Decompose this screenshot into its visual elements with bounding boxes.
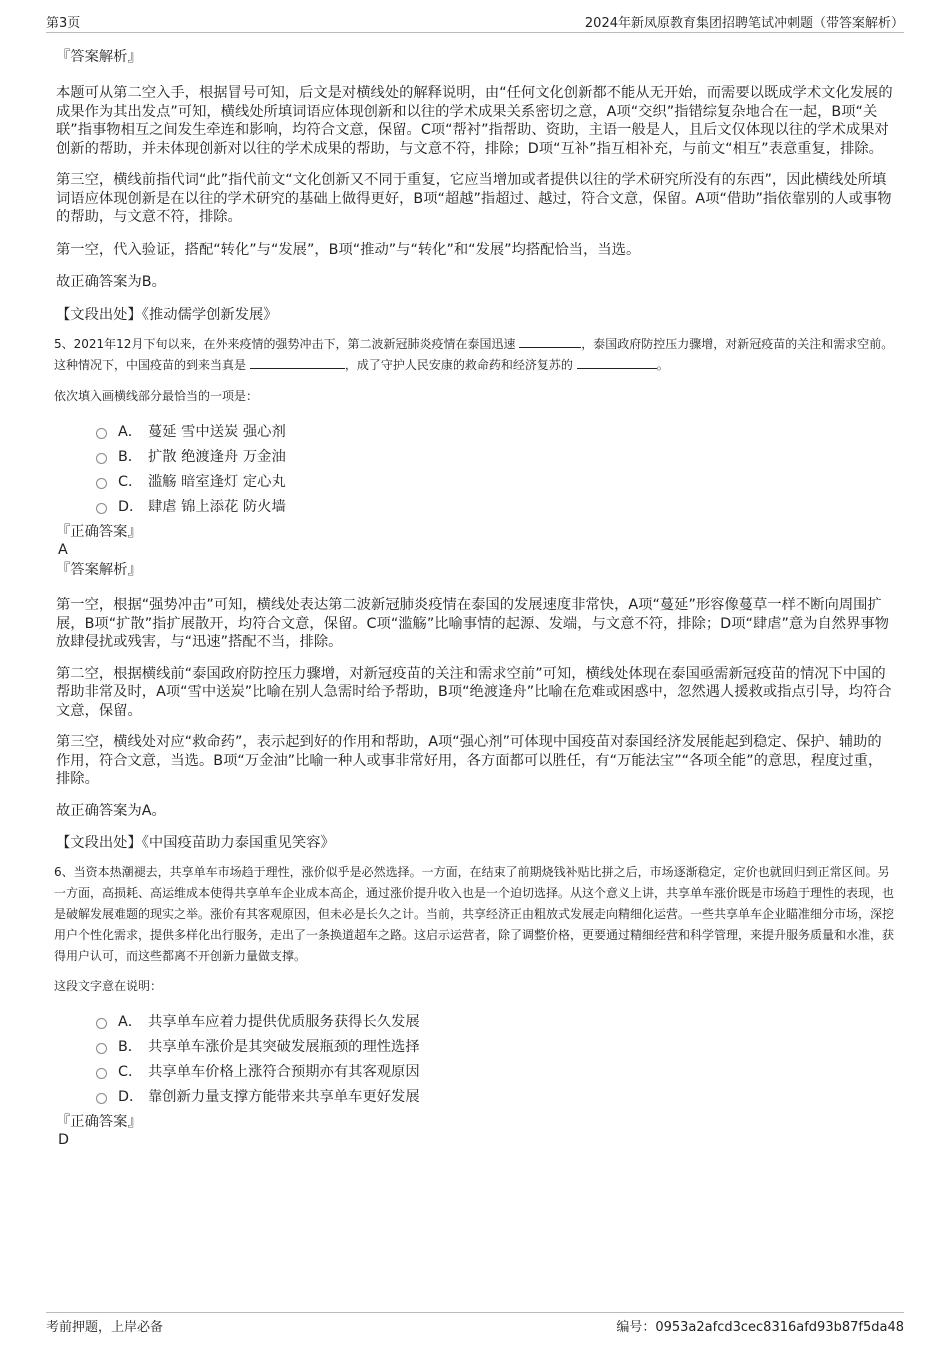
q5-answer: A <box>58 542 68 558</box>
fill-blank <box>250 356 345 369</box>
document-id: 编号：0953a2afcd3cec8316afd93b87f5da48 <box>616 1320 904 1335</box>
q5-source <box>56 834 896 853</box>
q5-option-d[interactable]: D． 肆虐 锦上添花 防火墙 <box>56 495 896 520</box>
document-title: 2024年新凤原教育集团招聘笔试冲刺题（带答案解析） <box>584 16 904 31</box>
q5-stem: 5、2021年12月下旬以来，在外来疫情的强势冲击下，第二波新冠肺炎疫情在泰国迅速 ，泰国政府防控压力骤增，对新冠疫苗的关注和需求空前。这种情况下，中国疫苗的到来当真是 ，成了守护人民安康的救命药和经济复苏的 。 <box>54 337 894 372</box>
q5-analysis-paragraph: 第三空，横线处对应“救命药”，表示起到好的作用和帮助，A项“强心剂”可体现中国疫苗对泰国经济发展能起到稳定、保护、辅助的作用，符合文意，当选。B项“万金油”比喻一种人或事非常好用，各方面都可以胜任，有“万能法宝”“各项全能”的意思，程度过重，排除。 <box>56 734 883 787</box>
q6-stem: 6、当资本热潮褪去，共享单车市场趋于理性，涨价似乎是必然选择。一方面，在结束了前期烧钱补贴比拼之后，市场逐渐稳定，定价也就回归到正常区间。另一方面，高损耗、高运维成本使得共享单车企业成本高企，通过涨价提升收入也是一个迫切选择。从这个意义上讲，共享单车涨价既是市场趋于理性的表现，也是破解发展难题的现实之举。涨价有其客观原因，但未必是长久之计。当前，共享经济正由粗放式发展走向精细化运营。一些共享单车企业瞄准细分市场，深挖用户个性化需求，提供多样化出行服务，走出了一条换道超车之路。这启示运营者，除了调整价格，更要通过精细经营和科学管理，来提升服务质量和水准，获得用户认可，而这些都离不开创新力量做支撑。 <box>54 864 895 963</box>
radio-icon[interactable] <box>96 478 107 489</box>
page-header <box>46 12 904 33</box>
q5-option-c[interactable]: C． 滥觞 暗室逢灯 定心丸 <box>56 470 896 495</box>
source-title: 《推动儒学创新发展》 <box>141 306 278 323</box>
fill-blank <box>577 356 657 369</box>
analysis-label: 『答案解析』 <box>56 49 142 65</box>
source-title: 《中国疫苗助力泰国重见笑容》 <box>141 835 335 851</box>
q4-source <box>56 306 896 325</box>
page-content <box>56 45 896 1149</box>
q5-prompt: 依次填入画横线部分最恰当的一项是： <box>54 389 259 403</box>
q6-options <box>56 1010 896 1110</box>
q6-answer: D <box>58 1131 70 1148</box>
footer-slogan: 考前押题，上岸必备 <box>46 1320 164 1335</box>
q5-analysis-paragraph: 第二空，根据横线前“泰国政府防控压力骤增，对新冠疫苗的关注和需求空前”可知，横线处体现在泰国亟需新冠疫苗的情况下中国的帮助非常及时，A项“雪中送炭”比喻在别人急需时给予帮助，B项“绝渡逢舟”比喻在危难或困惑中，忽然遇人援救或指点引导，均符合文意，保留。 <box>56 665 892 719</box>
q5-option-b[interactable]: B． 扩散 绝渡逢舟 万金油 <box>56 445 896 470</box>
radio-icon[interactable] <box>96 428 107 439</box>
analysis-label: 『答案解析』 <box>56 562 142 578</box>
source-label: 【文段出处】 <box>56 835 142 851</box>
q4-analysis-paragraph: 第一空，代入验证，搭配“转化”与“发展”，B项“推动”与“转化”和“发展”均搭配恰当，当选。 <box>56 241 641 258</box>
source-label: 【文段出处】 <box>56 306 142 323</box>
page-footer <box>46 1312 904 1335</box>
correct-answer-label: 『正确答案』 <box>56 524 142 540</box>
page-number: 第3页 <box>46 16 81 31</box>
q5-option-a[interactable]: A． 蔓延 雪中送炭 强心剂 <box>56 420 896 445</box>
radio-icon[interactable] <box>96 453 107 464</box>
q4-analysis-paragraph: 第三空，横线前指代词“此”指代前文“文化创新又不同于重复，它应当增加或者提供以往的学术研究所没有的东西”，因此横线处所填词语应体现创新是在以往的学术研究的基础上做得更好，B项“超越”指超过、越过，符合文意，保留。A项“借助”指依靠别的人或事物的帮助，与文意不符，排除。 <box>56 172 892 225</box>
radio-icon[interactable] <box>96 1068 107 1079</box>
radio-icon[interactable] <box>96 503 107 514</box>
q5-options <box>56 420 896 520</box>
correct-answer-label: 『正确答案』 <box>56 1113 142 1130</box>
radio-icon[interactable] <box>96 1093 107 1104</box>
q4-analysis-paragraph: 本题可从第二空入手，根据冒号可知，后文是对横线处的解释说明，由“任何文化创新都不能从无开始，而需要以既成学术文化发展的成果作为其出发点”可知，横线处所填词语应体现创新和以往的学术成果关系密切之意，A项“交织”指错综复杂地合在一起，B项“关联”指事物相互之间发生牵连和影响，均符合文意，保留。C项“帮衬”指帮助、资助，主语一般是人，且后文仅体现以往的学术成果对创新的帮助，并未体现创新对以往的学术成果的帮助，与文意不符，排除；D项“互补”指互相补充，与前文“相互”表意重复，排除。 <box>56 85 893 157</box>
q6-option-c[interactable]: C． 共享单车价格上涨符合预期亦有其客观原因 <box>56 1060 896 1085</box>
q6-option-a[interactable]: A． 共享单车应着力提供优质服务获得长久发展 <box>56 1010 896 1035</box>
q6-prompt: 这段文字意在说明： <box>54 978 163 993</box>
q4-final-answer: 故正确答案为B。 <box>56 274 166 290</box>
q5-analysis-paragraph: 第一空，根据“强势冲击”可知，横线处表达第二波新冠肺炎疫情在泰国的发展速度非常快，A项“蔓延”形容像蔓草一样不断向周围扩展，B项“扩散”指扩展散开，均符合文意，保留。C项“滥觞”比喻事情的起源、发端，与文意不符，排除；D项“肆虐”意为自然界事物放肆侵扰或残害，与“迅速”搭配不当，排除。 <box>56 597 889 650</box>
q6-option-d[interactable]: D． 靠创新力量支撑方能带来共享单车更好发展 <box>56 1085 896 1110</box>
radio-icon[interactable] <box>96 1043 107 1054</box>
fill-blank <box>519 335 581 348</box>
q6-option-b[interactable]: B． 共享单车涨价是其突破发展瓶颈的理性选择 <box>56 1035 896 1060</box>
radio-icon[interactable] <box>96 1018 107 1029</box>
q5-final-answer: 故正确答案为A。 <box>56 802 166 819</box>
